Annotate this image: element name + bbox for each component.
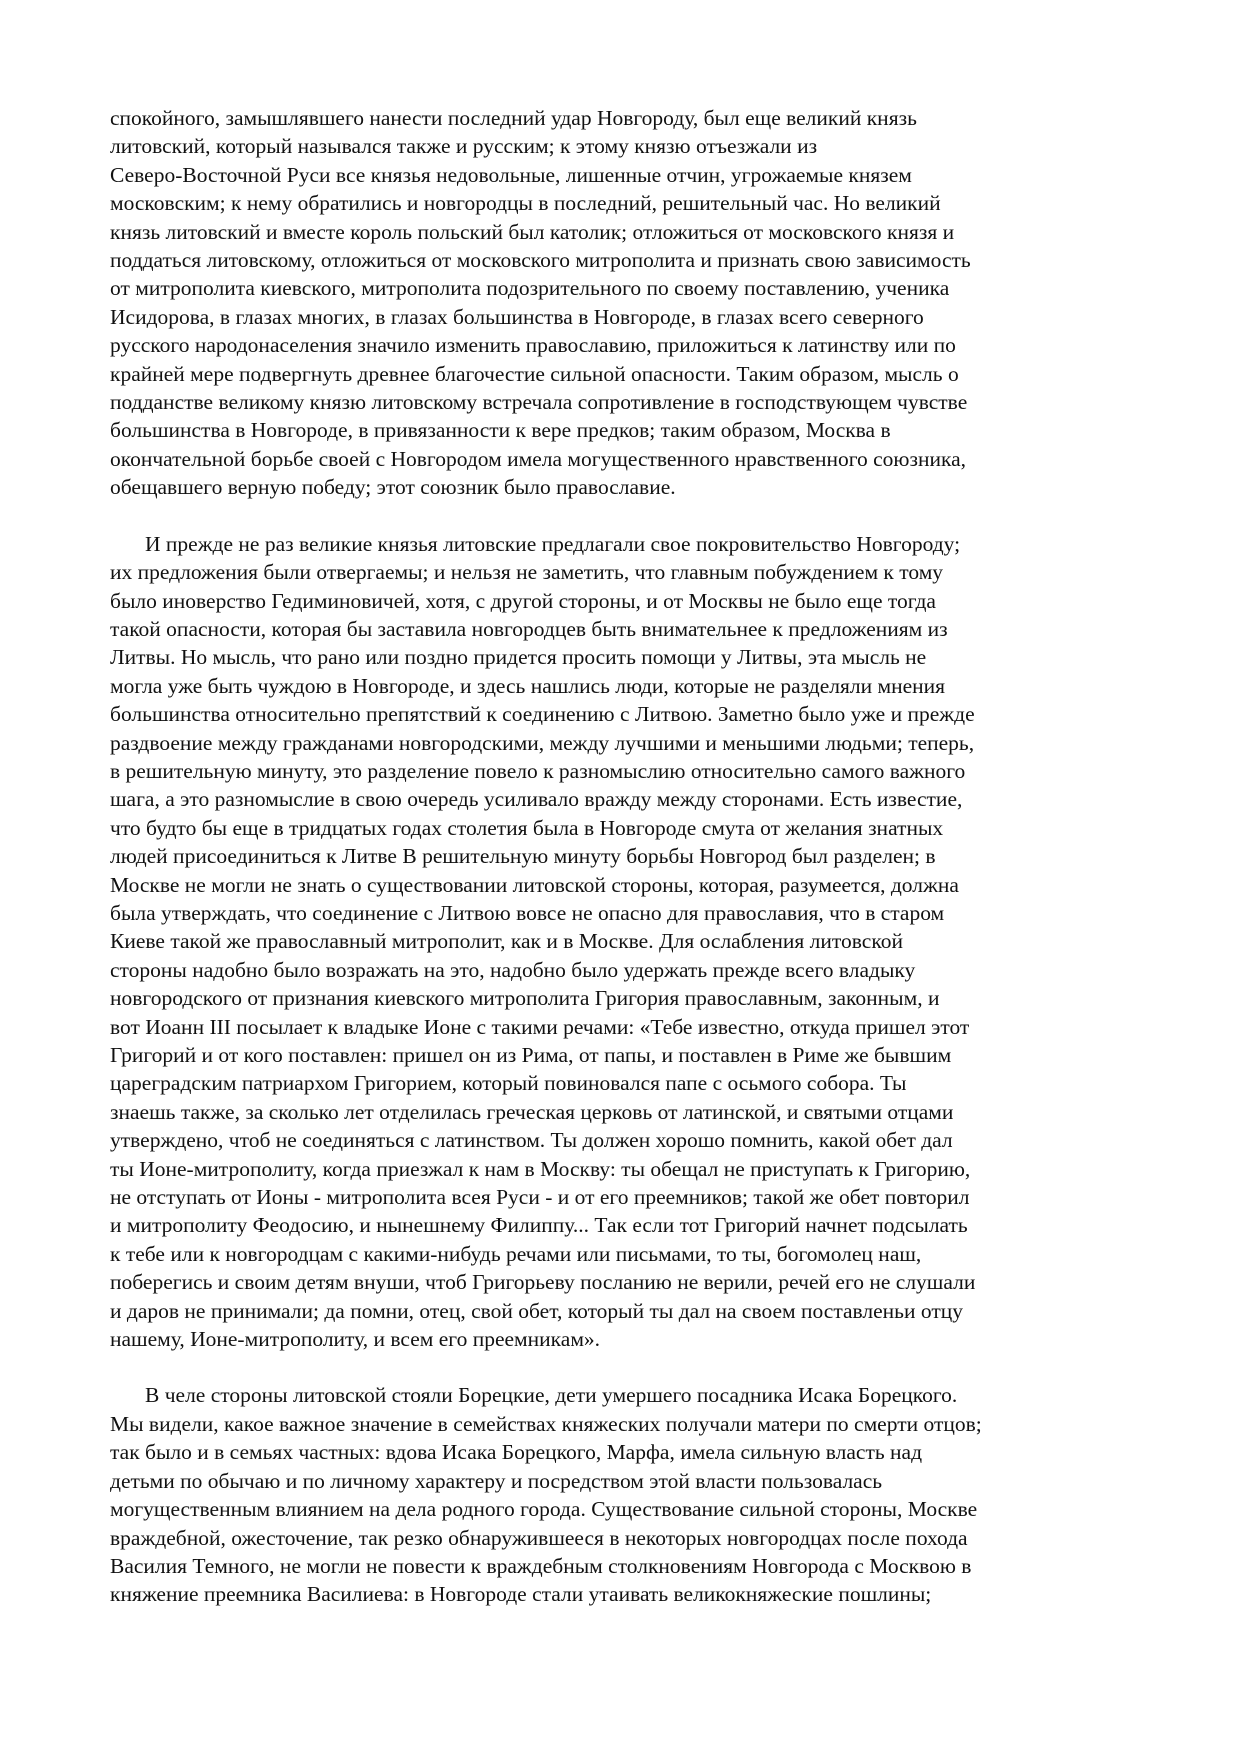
text-line: ты Ионе-митрополиту, когда приезжал к нам в Москву: ты обещал не приступать к Григорию, (110, 1156, 971, 1181)
text-line: спокойного, замышлявшего нанести последний удар Новгороду, был еще великий князь (110, 106, 917, 130)
text-line: не отступать от Ионы - митрополита всея Руси - и от его преемников; такой же обет повторил (110, 1185, 970, 1210)
text-line: Москве не могли не знать о существовании литовской стороны, которая, разумеется, должна (110, 872, 959, 897)
text-line: московским; к нему обратились и новгородцы в последний, решительный час. Но великий (110, 191, 941, 216)
text-line: Мы видели, какое важное значение в семействах княжеских получали матери по смерти отцов; (110, 1411, 982, 1436)
text-line: русского народонаселения значило изменить православию, приложиться к латинству или по (110, 333, 956, 358)
text-line: детьми по обычаю и по личному характеру и посредством этой власти пользовалась (110, 1468, 883, 1493)
paragraph-3 (110, 1381, 1142, 1608)
paragraph-2 (110, 530, 1142, 1354)
text-line: князь литовский и вместе король польский был католик; отложиться от московского князя и (110, 219, 955, 244)
document-page (110, 104, 1142, 1637)
text-line: Киеве такой же православный митрополит, как и в Москве. Для ослабления литовской (110, 929, 903, 954)
text-line: Исидорова, в глазах многих, в глазах большинства в Новгороде, в глазах всего северного (110, 304, 924, 329)
text-line: их предложения были отвергаемы; и нельзя не заметить, что главным побуждением к тому (110, 560, 944, 585)
text-line: к тебе или к новгородцам с какими-нибудь речами или письмами, то ты, богомолец наш, (110, 1241, 922, 1266)
text-line: могущественным влиянием на дела родного города. Существование сильной стороны, Москве (110, 1497, 978, 1522)
text-line: и митрополиту Феодосию, и нынешнему Филиппу... Так если тот Григорий начнет подсылать (110, 1213, 968, 1238)
text-line: Григорий и от кого поставлен: пришел он из Рима, от папы, и поставлен в Риме же бывшим (110, 1043, 952, 1067)
text-line: стороны надобно было возражать на это, надобно было удержать прежде всего владыку (110, 957, 916, 982)
text-line: Василия Темного, не могли не повести к враждебным столкновениям Новгорода с Москвою в (110, 1553, 972, 1578)
text-line: была утверждать, что соединение с Литвою вовсе не опасно для православия, что в старом (110, 900, 945, 925)
text-line: большинства относительно препятствий к соединению с Литвою. Заметно было уже и прежде (110, 702, 975, 727)
text-line: враждебной, ожесточение, так резко обнаружившееся в некоторых новгородцах после похода (110, 1525, 968, 1550)
text-line: могла уже быть чуждою в Новгороде, и здесь нашлись люди, которые не разделяли мнения (110, 673, 946, 698)
text-line: Литвы. Но мысль, что рано или поздно придется просить помощи у Литвы, эта мысль не (110, 645, 927, 670)
text-line: княжение преемника Василиева: в Новгороде стали утаивать великокняжеские пошлины; (110, 1582, 932, 1607)
text-line: шага, а это разномыслие в свою очередь усиливало вражду между сторонами. Есть известие, (110, 787, 963, 812)
text-line: обещавшего верную победу; этот союзник было православие. (110, 475, 676, 500)
text-line: новгородского от признания киевского митрополита Григория православным, законным, и (110, 986, 940, 1011)
text-line: большинства в Новгороде, в привязанности к вере предков; таким образом, Москва в (110, 418, 891, 443)
text-line: литовский, который назывался также и русским; к этому князю отъезжали из (110, 134, 818, 159)
text-line: такой опасности, которая бы заставила новгородцев быть внимательнее к предложениям из (110, 616, 948, 641)
text-line: в решительную минуту, это разделение повело к разномыслию относительно самого важного (110, 758, 966, 783)
text-line: раздвоение между гражданами новгородскими, между лучшими и меньшими людьми; теперь, (110, 730, 975, 755)
text-line: людей присоединиться к Литве В решительную минуту борьбы Новгород был разделен; в (110, 844, 936, 869)
text-line: утверждено, чтоб не соединяться с латинством. Ты должен хорошо помнить, какой обет дал (110, 1128, 953, 1153)
text-line: Северо-Восточной Руси все князья недовольные, лишенные отчин, угрожаемые князем (110, 162, 912, 187)
text-line-indented: В челе стороны литовской стояли Борецкие, дети умершего посадника Исака Борецкого. (145, 1383, 958, 1408)
text-line: вот Иоанн III посылает к владыке Ионе с такими речами: «Тебе известно, откуда пришел этот (110, 1014, 970, 1039)
text-line: от митрополита киевского, митрополита подозрительного по своему поставлению, ученика (110, 276, 950, 301)
text-line: подданстве великому князю литовскому встречала сопротивление в господствующем чувстве (110, 390, 968, 415)
text-line: что будто бы еще в тридцатых годах столетия была в Новгороде смута от желания знатных (110, 815, 944, 840)
paragraph-1 (110, 104, 1142, 502)
text-line: поддаться литовскому, отложиться от московского митрополита и признать свою зависимость (110, 248, 971, 273)
text-line: поберегись и своим детям внуши, чтоб Григорьеву посланию не верили, речей его не слушали (110, 1270, 976, 1295)
text-line-indented: И прежде не раз великие князья литовские предлагали свое покровительство Новгороду; (145, 531, 961, 556)
text-line: знаешь также, за сколько лет отделилась греческая церковь от латинской, и святыми отцами (110, 1099, 954, 1124)
text-line: окончательной борьбе своей с Новгородом имела могущественного нравственного союзника, (110, 446, 967, 471)
text-line: так было и в семьях частных: вдова Исака Борецкого, Марфа, имела сильную власть над (110, 1440, 923, 1465)
text-line: крайней мере подвергнуть древнее благочестие сильной опасности. Таким образом, мысль о (110, 361, 959, 386)
text-line: было иноверство Гедиминовичей, хотя, с другой стороны, и от Москвы не было еще тогда (110, 588, 936, 613)
text-line: цареградским патриархом Григорием, который повиновался папе с осьмого собора. Ты (110, 1071, 907, 1096)
text-line: нашему, Ионе-митрополиту, и всем его преемникам». (110, 1327, 601, 1352)
text-line: и даров не принимали; да помни, отец, свой обет, который ты дал на своем поставленьи отцу (110, 1298, 963, 1323)
